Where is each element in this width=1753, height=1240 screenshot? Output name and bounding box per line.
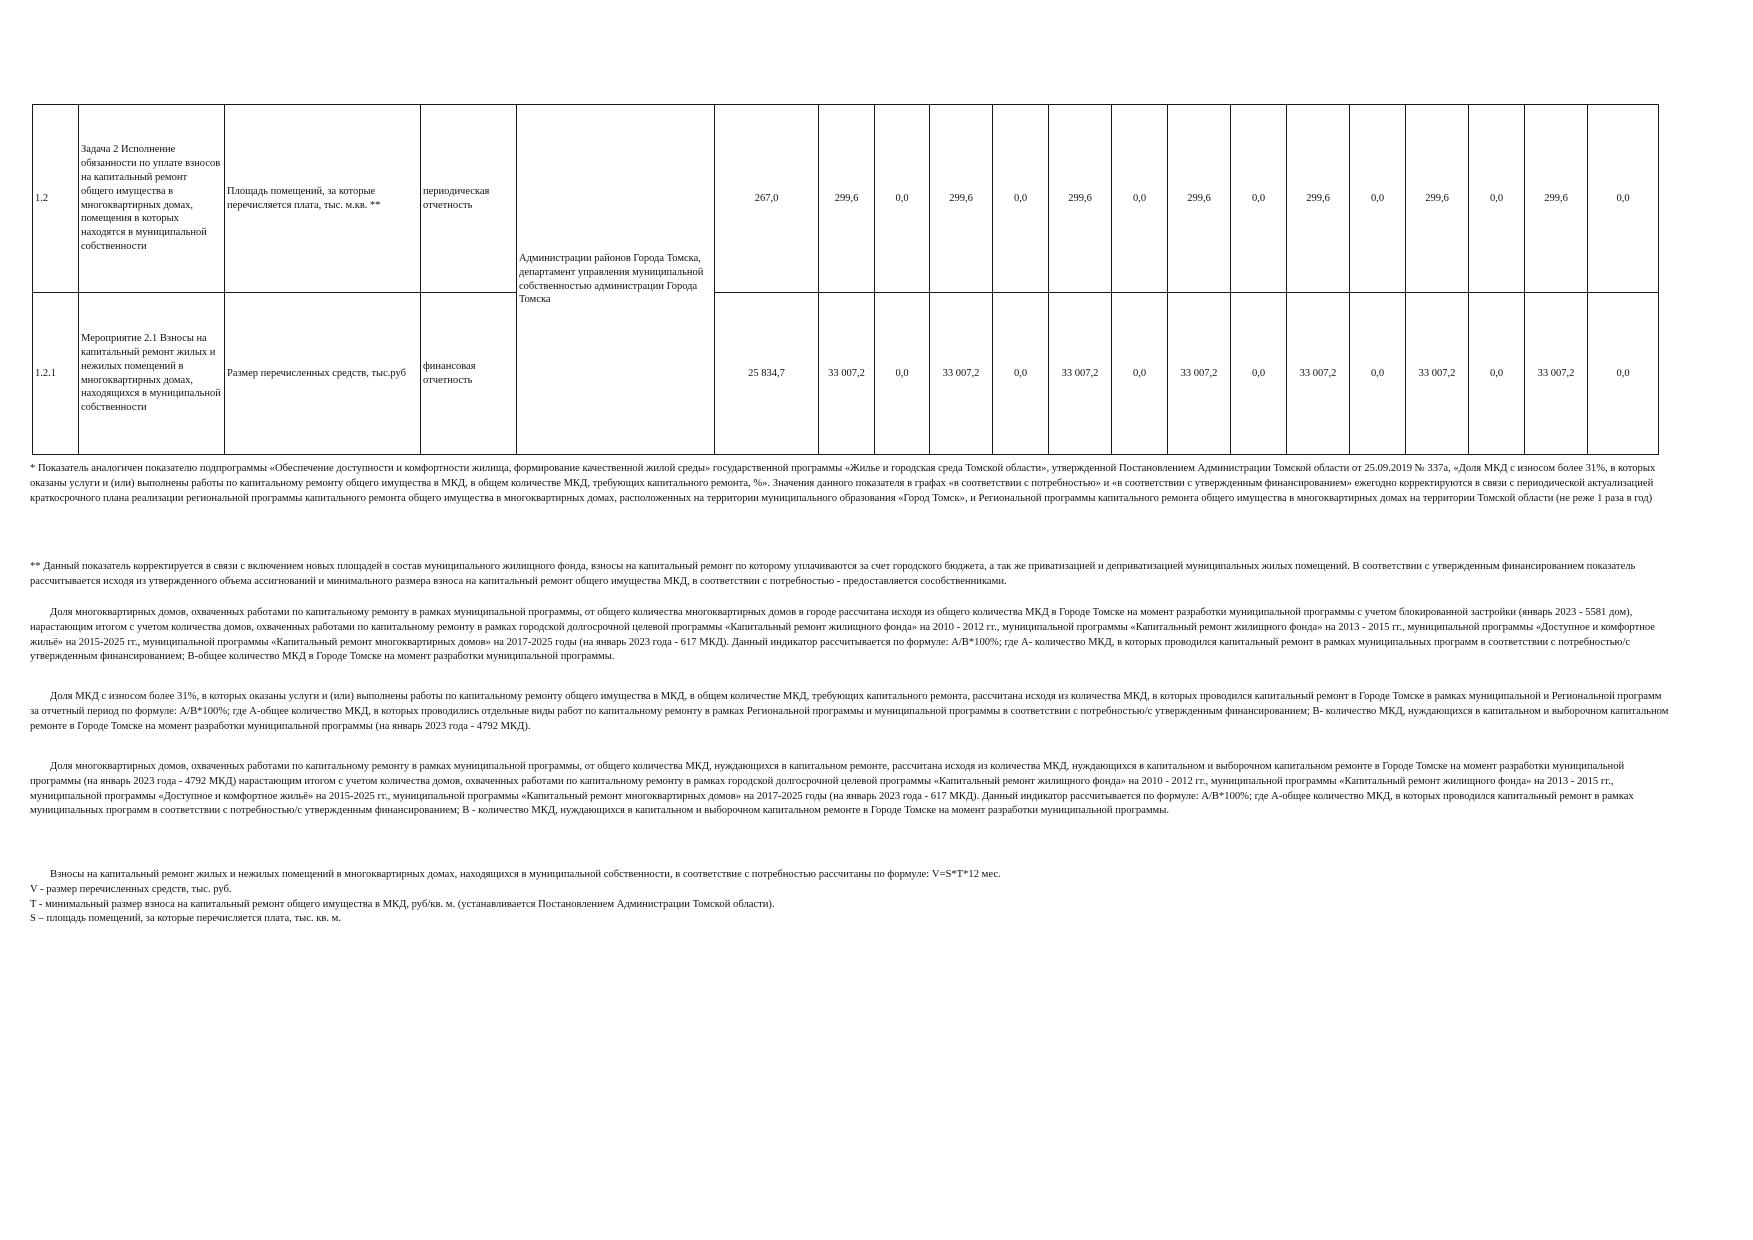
value-cell: 0,0 bbox=[993, 293, 1049, 455]
indicator-name: Размер перечисленных средств, тыс.руб bbox=[225, 293, 421, 455]
value-cell: 33 007,2 bbox=[819, 293, 875, 455]
indicators-table bbox=[32, 104, 1659, 455]
value-cell: 299,6 bbox=[1287, 105, 1350, 293]
task-name: Мероприятие 2.1 Взносы на капитальный ремонт жилых и нежилых помещений в многоквартирных домах, находящихся в муниципальной собственности bbox=[79, 293, 225, 455]
value-cell: 0,0 bbox=[1588, 105, 1659, 293]
value-cell: 0,0 bbox=[1231, 105, 1287, 293]
value-cell: 299,6 bbox=[1525, 105, 1588, 293]
value-cell: 0,0 bbox=[1588, 293, 1659, 455]
value-cell: 33 007,2 bbox=[1287, 293, 1350, 455]
value-cell: 0,0 bbox=[1231, 293, 1287, 455]
table-row bbox=[33, 105, 1659, 293]
formula-definition-v: V - размер перечисленных средств, тыс. руб. bbox=[30, 883, 232, 895]
indicator-name: Площадь помещений, за которые перечисляется плата, тыс. м.кв. ** bbox=[225, 105, 421, 293]
value-cell: 299,6 bbox=[930, 105, 993, 293]
formula-intro: Взносы на капитальный ремонт жилых и нежилых помещений в многоквартирных домах, находящихся в муниципальной собственности, в соответствие с потребностью рассчитаны по формуле: V=S*T*12 мес. bbox=[50, 869, 1001, 880]
value-cell: 33 007,2 bbox=[1525, 293, 1588, 455]
value-cell: 0,0 bbox=[1469, 105, 1525, 293]
formula-definition-t: T - минимальный размер взноса на капитальный ремонт общего имущества в МКД, руб/кв. м. (устанавливается Постановлением Администрации Томской области). bbox=[30, 898, 775, 910]
data-source: периодическая отчетность bbox=[421, 105, 517, 293]
paragraph-share-worn-houses: Доля МКД с износом более 31%, в которых оказаны услуги и (или) выполнены работы по капитальному ремонту общего имущества в МКД, в общем количестве МКД, требующих капитального ремонта, рассчитана исходя из количества МКД, в которых проводился капитальный ремонт в Городе Томске в рамках муниципальной и Региональной программ за отчетный период по формуле: А/В*100%; где А-общее количество МКД, в которых проводились отдельные виды работ по капитальному ремонту в рамках Региональной программы и муниципальной программы в соответствии с потребностью/с утвержденным финансированием; В- количество МКД, нуждающихся в капитальном и выборочном капитальном ремонте в Городе Томске на момент разработки муниципальной программы (на январь 2023 года - 4792 МКД). bbox=[30, 691, 1669, 732]
paragraph-share-needing-repair: Доля многоквартирных домов, охваченных работами по капитальному ремонту в рамках муниципальной программы, от общего количества МКД, нуждающихся в капитальном ремонте, рассчитана исходя из количества МКД, нуждающихся в капитальном и выборочном капитальном ремонте в Городе Томске на момент разработки муниципальной программы (на январь 2023 года - 4792 МКД) нарастающим итогом с учетом количества домов, охваченных работами по капитальному ремонту в рамках городской долгосрочной целевой программы «Капитальный ремонт жилищного фонда» на 2010 - 2012 гг., муниципальной программы «Капитальный ремонт жилищного фонда» на 2013 - 2015 гг., муниципальной программы «Доступное и комфортное жильё» на 2015-2025 гг., муниципальной программы «Капитальный ремонт многоквартирных домов» на 2017-2025 годы (на январь 2023 года - 617 МКД). Данный индикатор рассчитывается по формуле: А/В*100%; где А-общее количество МКД, в которых проводился капитальный ремонт в рамках муниципальных программ в соответствии с потребностью/с утвержденным финансированием; В - количество МКД, нуждающихся в капитальном и выборочном капитальном ремонте в Городе Томске на момент разработки муниципальной программы. bbox=[30, 761, 1634, 817]
value-cell: 299,6 bbox=[1049, 105, 1112, 293]
value-cell: 25 834,7 bbox=[715, 293, 819, 455]
value-cell: 33 007,2 bbox=[1406, 293, 1469, 455]
value-cell: 0,0 bbox=[875, 293, 930, 455]
value-cell: 267,0 bbox=[715, 105, 819, 293]
formula-definition-s: S – площадь помещений, за которые перечисляется плата, тыс. кв. м. bbox=[30, 913, 341, 925]
row-number: 1.2 bbox=[33, 105, 79, 293]
value-cell: 33 007,2 bbox=[1049, 293, 1112, 455]
value-cell: 0,0 bbox=[1112, 293, 1168, 455]
value-cell: 0,0 bbox=[875, 105, 930, 293]
executor-cell: Администрации районов Города Томска, департамент управления муниципальной собственностью администрации Города Томска bbox=[517, 105, 715, 455]
value-cell: 0,0 bbox=[1350, 293, 1406, 455]
value-cell: 0,0 bbox=[993, 105, 1049, 293]
task-name: Задача 2 Исполнение обязанности по уплате взносов на капитальный ремонт общего имущества в многоквартирных домах, помещения в которых находятся в муниципальной собственности bbox=[79, 105, 225, 293]
value-cell: 0,0 bbox=[1469, 293, 1525, 455]
data-source: финансовая отчетность bbox=[421, 293, 517, 455]
footnote-double-star: ** Данный показатель корректируется в связи с включением новых площадей в состав муниципального жилищного фонда, взносы на капитальный ремонт по которому уплачиваются за счет городского бюджета, а так же приватизацией и деприватизацией муниципальных жилых помещений. В соответствии с утвержденным финансированием показатель рассчитывается исходя из утвержденного объема ассигнований и минимального размера взноса на капитальный ремонт общего имущества МКД, в соответствии с потребностью - предоставляется сособственниками. bbox=[30, 561, 1636, 587]
value-cell: 299,6 bbox=[1406, 105, 1469, 293]
formula-block bbox=[30, 868, 1670, 927]
footnote-single-star: * Показатель аналогичен показателю подпрограммы «Обеспечение доступности и комфортности жилища, формирование качественной жилой среды» государственной программы «Жилье и городская среда Томской области», утвержденной Постановлением Администрации Томской области от 25.09.2019 № 337а, «Доля МКД с износом более 31%, в которых оказаны услуги и (или) выполнены работы по капитальному ремонту общего имущества в МКД, в общем количестве МКД, требующих капитального ремонта, %». Значения данного показателя в графах «в соответствии с потребностью» и «в соответствии с утвержденным финансированием» ежегодно корректируются в связи с периодической актуализацией краткосрочного плана реализации региональной программы капитального ремонта общего имущества в многоквартирных домах, расположенных на территории муниципального образования «Город Томск», и Региональной программы капитального ремонта общего имущества в многоквартирных домах на территории Томской области (не реже 1 раза в год) bbox=[30, 463, 1656, 504]
value-cell: 33 007,2 bbox=[1168, 293, 1231, 455]
value-cell: 299,6 bbox=[819, 105, 875, 293]
paragraph-share-of-houses: Доля многоквартирных домов, охваченных работами по капитальному ремонту в рамках муниципальной программы, от общего количества многоквартирных домов в городе рассчитана исходя из общего количества МКД в Городе Томске на момент разработки муниципальной программы с учетом блокированной застройки (январь 2023 - 5581 дом), нарастающим итогом с учетом количества домов, охваченных работами по капитальному ремонту в рамках городской долгосрочной целевой программы «Капитальный ремонт жилищного фонда» на 2010 - 2012 гг., муниципальной программы «Капитальный ремонт жилищного фонда» на 2013 - 2015 гг., муниципальной программы «Доступное и комфортное жильё» на 2015-2025 гг., муниципальной программы «Капитальный ремонт многоквартирных домов» на 2017-2025 годы (на январь 2023 года - 617 МКД). Данный индикатор рассчитывается по формуле: А/В*100%; где А- количество МКД, в которых проводился капитальный ремонт в рамках муниципальных программ в соответствии с потребностью/с утвержденным финансированием; В-общее количество МКД в Городе Томске на момент разработки муниципальной программы. bbox=[30, 607, 1655, 663]
value-cell: 299,6 bbox=[1168, 105, 1231, 293]
value-cell: 33 007,2 bbox=[930, 293, 993, 455]
row-number: 1.2.1 bbox=[33, 293, 79, 455]
value-cell: 0,0 bbox=[1350, 105, 1406, 293]
table-row bbox=[33, 293, 1659, 455]
value-cell: 0,0 bbox=[1112, 105, 1168, 293]
